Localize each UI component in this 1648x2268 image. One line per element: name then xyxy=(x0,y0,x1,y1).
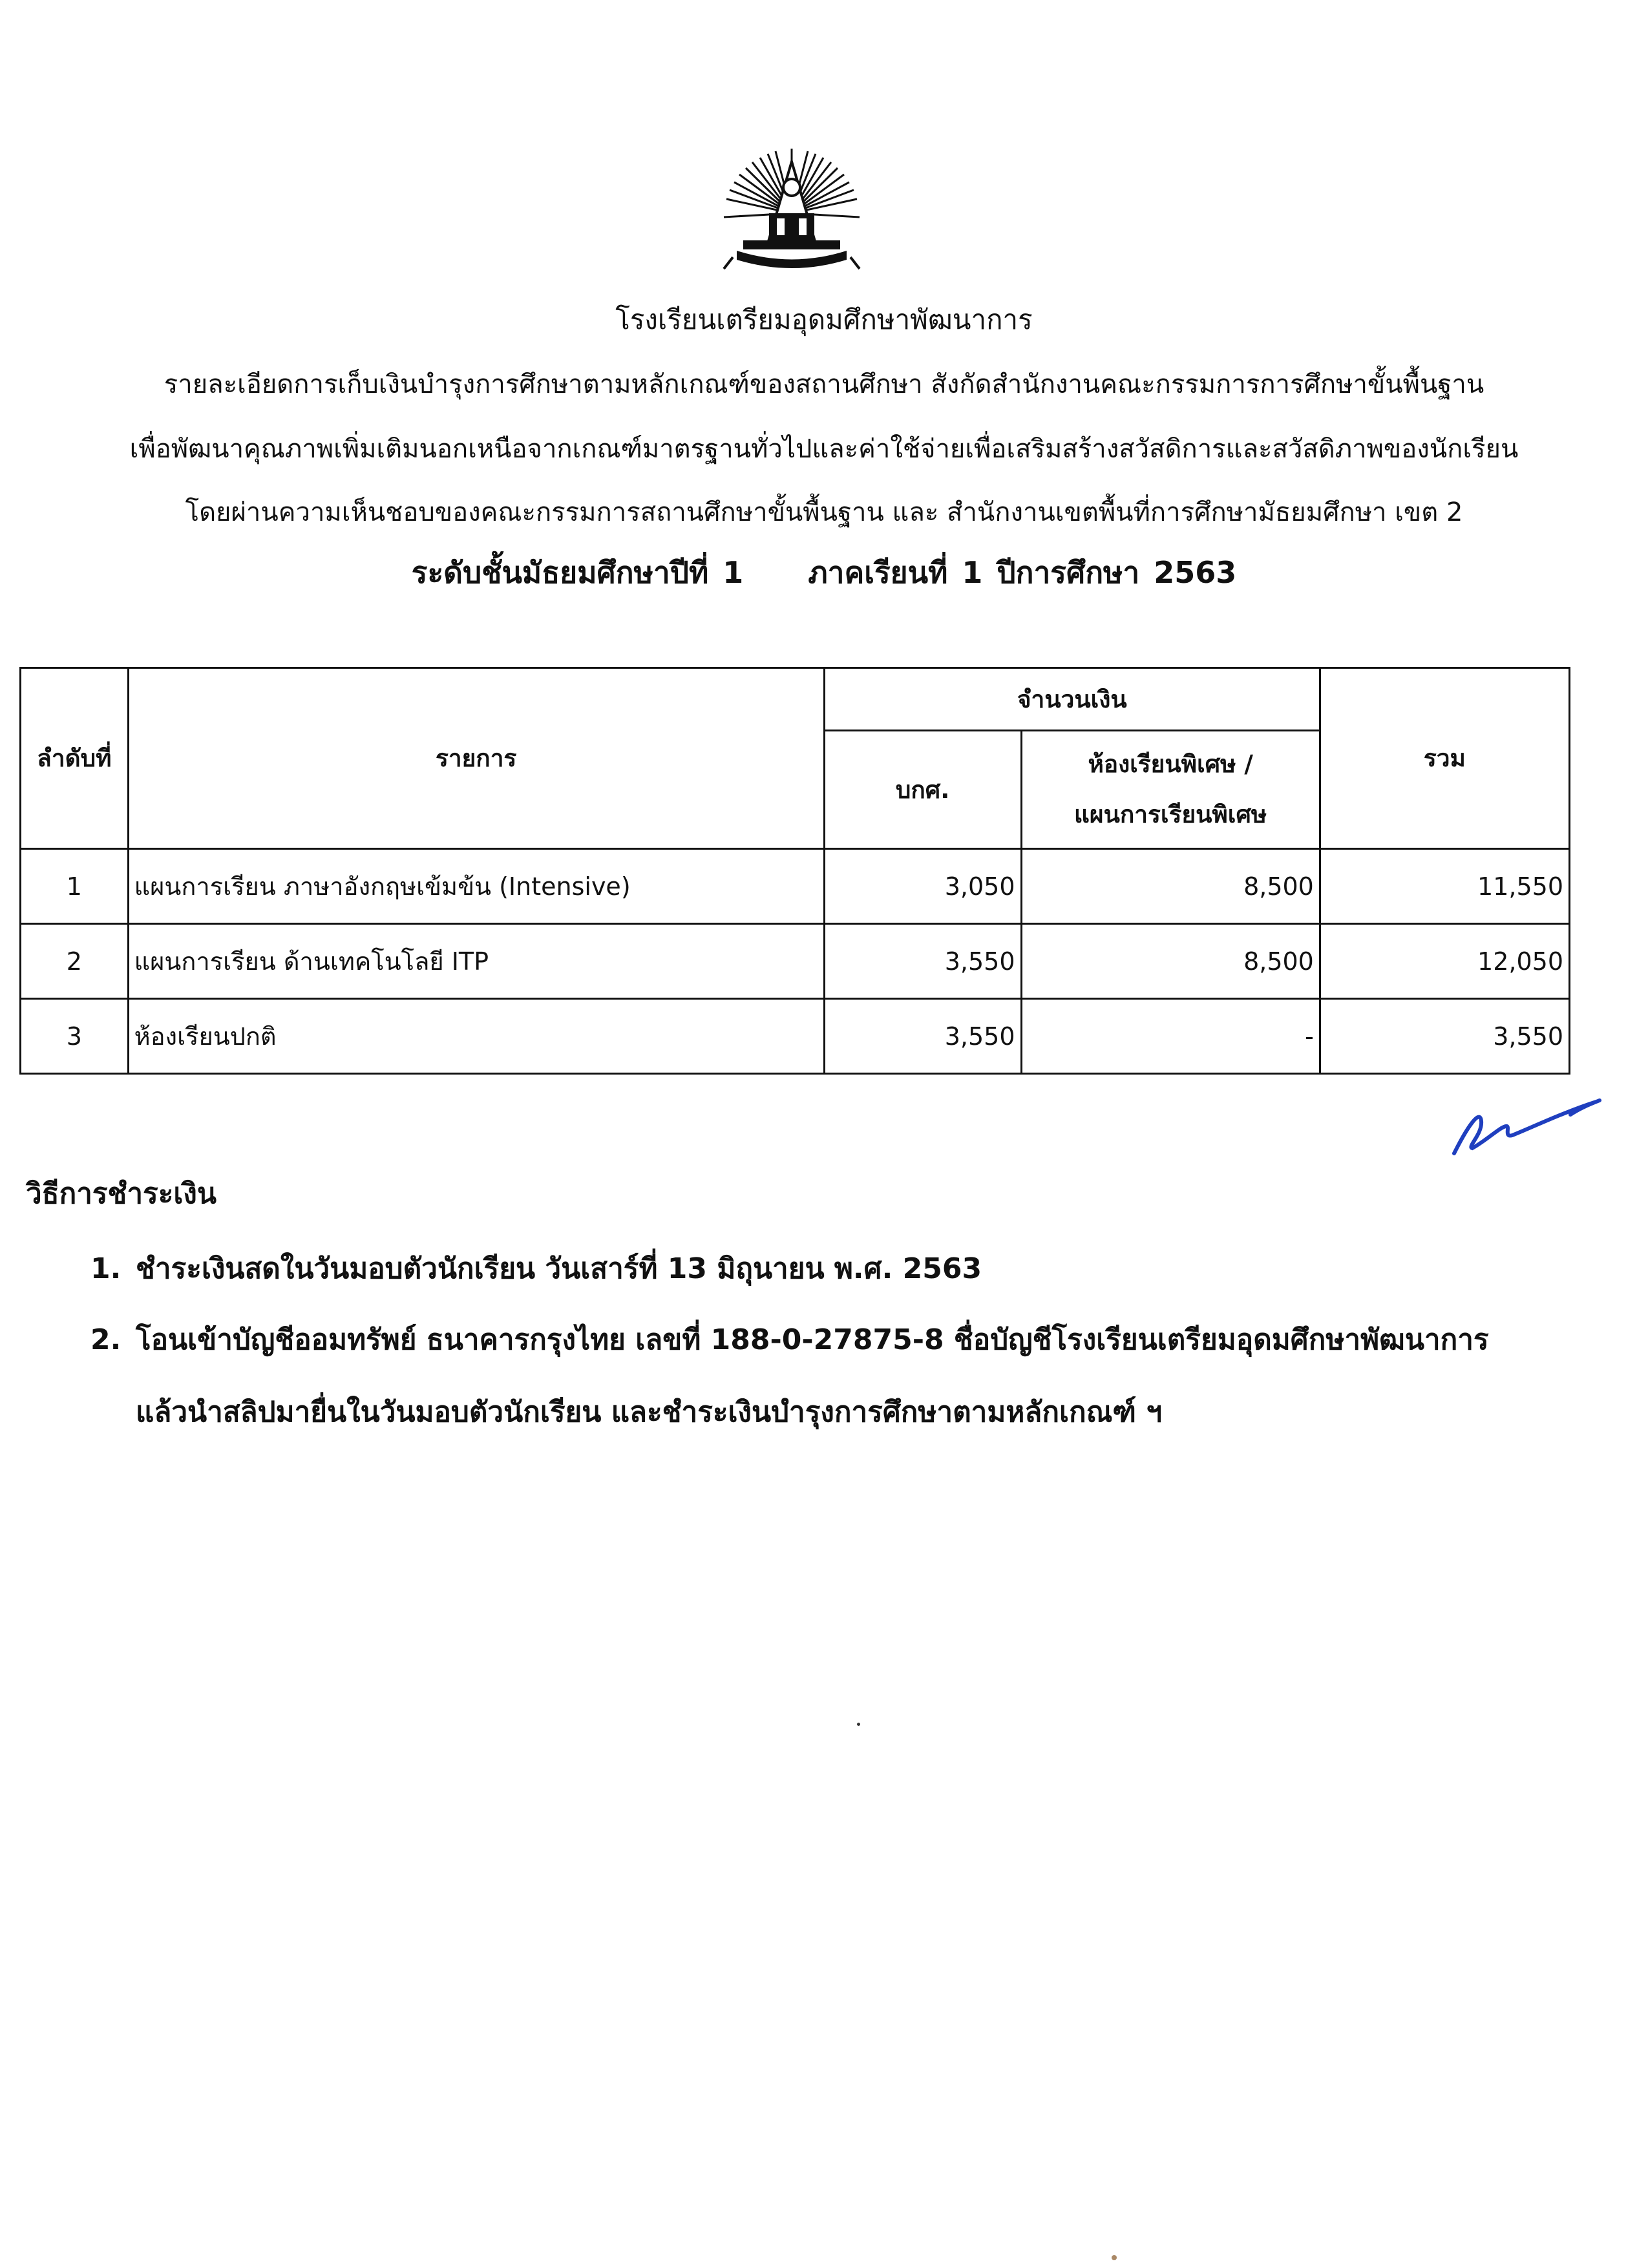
row-total: 3,550 xyxy=(1320,999,1569,1074)
semester-year: ภาคเรียนที่ 1 ปีการศึกษา 2563 xyxy=(808,555,1237,590)
scan-speck xyxy=(1112,2255,1117,2260)
row-obec-fee: 3,050 xyxy=(824,849,1021,924)
payment-method-1-text: ชำระเงินสดในวันมอบตัวนักเรียน วันเสาร์ที่ 13 มิถุนายน พ.ศ. 2563 xyxy=(136,1252,982,1285)
row-total: 12,050 xyxy=(1320,924,1569,999)
fee-table xyxy=(19,667,1570,1075)
row-obec-fee: 3,550 xyxy=(824,999,1021,1074)
header-special-line-1: ห้องเรียนพิเศษ / xyxy=(1088,750,1253,778)
row-obec-fee: 3,550 xyxy=(824,924,1021,999)
table-row xyxy=(21,999,1570,1074)
document-heading-line-1: รายละเอียดการเก็บเงินบำรุงการศึกษาตามหลักเกณฑ์ของสถานศึกษา สังกัดสำนักงานคณะกรรมการการศึกษาขั้นพื้นฐาน xyxy=(164,370,1484,399)
payment-method-1-number: 1. xyxy=(90,1252,121,1285)
payment-method-1 xyxy=(90,1246,982,1291)
header-total: รวม xyxy=(1320,668,1569,849)
payment-method-2 xyxy=(90,1317,1489,1362)
payment-method-2-text: โอนเข้าบัญชีออมทรัพย์ ธนาคารกรุงไทย เลขที่ 188-0-27875-8 ชื่อบัญชีโรงเรียนเตรียมอุดมศึกษาพัฒนาการ xyxy=(136,1323,1489,1356)
row-number: 2 xyxy=(21,924,129,999)
header-order-number: ลำดับที่ xyxy=(21,668,129,849)
row-special-fee: 8,500 xyxy=(1021,924,1320,999)
school-emblem-logo xyxy=(717,142,866,291)
grade-level: ระดับชั้นมัธยมศึกษาปีที่ 1 xyxy=(411,555,744,590)
row-total: 11,550 xyxy=(1320,849,1569,924)
header-obec-fee: บกศ. xyxy=(824,731,1021,849)
payment-methods-title: วิธีการชำระเงิน xyxy=(26,1177,217,1210)
header-special-line-2: แผนการเรียนพิเศษ xyxy=(1074,801,1267,828)
document-heading-line-3: โดยผ่านความเห็นชอบของคณะกรรมการสถานศึกษาขั้นพื้นฐาน และ สำนักงานเขตพื้นที่การศึกษามัธยมศึกษา เขต 2 xyxy=(185,498,1463,527)
grade-term-heading xyxy=(0,549,1648,596)
document-heading-line-2: เพื่อพัฒนาคุณภาพเพิ่มเติมนอกเหนือจากเกณฑ์มาตรฐานทั่วไปและค่าใช้จ่ายเพื่อเสริมสร้างสวัสดิการและสวัสดิภาพของนักเรียน xyxy=(129,434,1519,464)
row-item: แผนการเรียน ด้านเทคโนโลยี ITP xyxy=(128,924,824,999)
handwritten-signature xyxy=(1441,1076,1603,1166)
payment-method-2-number: 2. xyxy=(90,1323,121,1356)
payment-method-2-continuation: แล้วนำสลิปมายื่นในวันมอบตัวนักเรียน และชำระเงินบำรุงการศึกษาตามหลักเกณฑ์ ฯ xyxy=(136,1396,1163,1429)
row-special-fee: - xyxy=(1021,999,1320,1074)
row-number: 1 xyxy=(21,849,129,924)
row-number: 3 xyxy=(21,999,129,1074)
row-item: แผนการเรียน ภาษาอังกฤษเข้มข้น (Intensive) xyxy=(128,849,824,924)
row-special-fee: 8,500 xyxy=(1021,849,1320,924)
table-row xyxy=(21,924,1570,999)
stray-dot xyxy=(857,1723,860,1726)
row-item: ห้องเรียนปกติ xyxy=(128,999,824,1074)
school-name: โรงเรียนเตรียมอุดมศึกษาพัฒนาการ xyxy=(615,304,1033,335)
header-special-class xyxy=(1021,731,1320,849)
header-item: รายการ xyxy=(128,668,824,849)
table-row xyxy=(21,849,1570,924)
header-amount: จำนวนเงิน xyxy=(824,668,1320,731)
